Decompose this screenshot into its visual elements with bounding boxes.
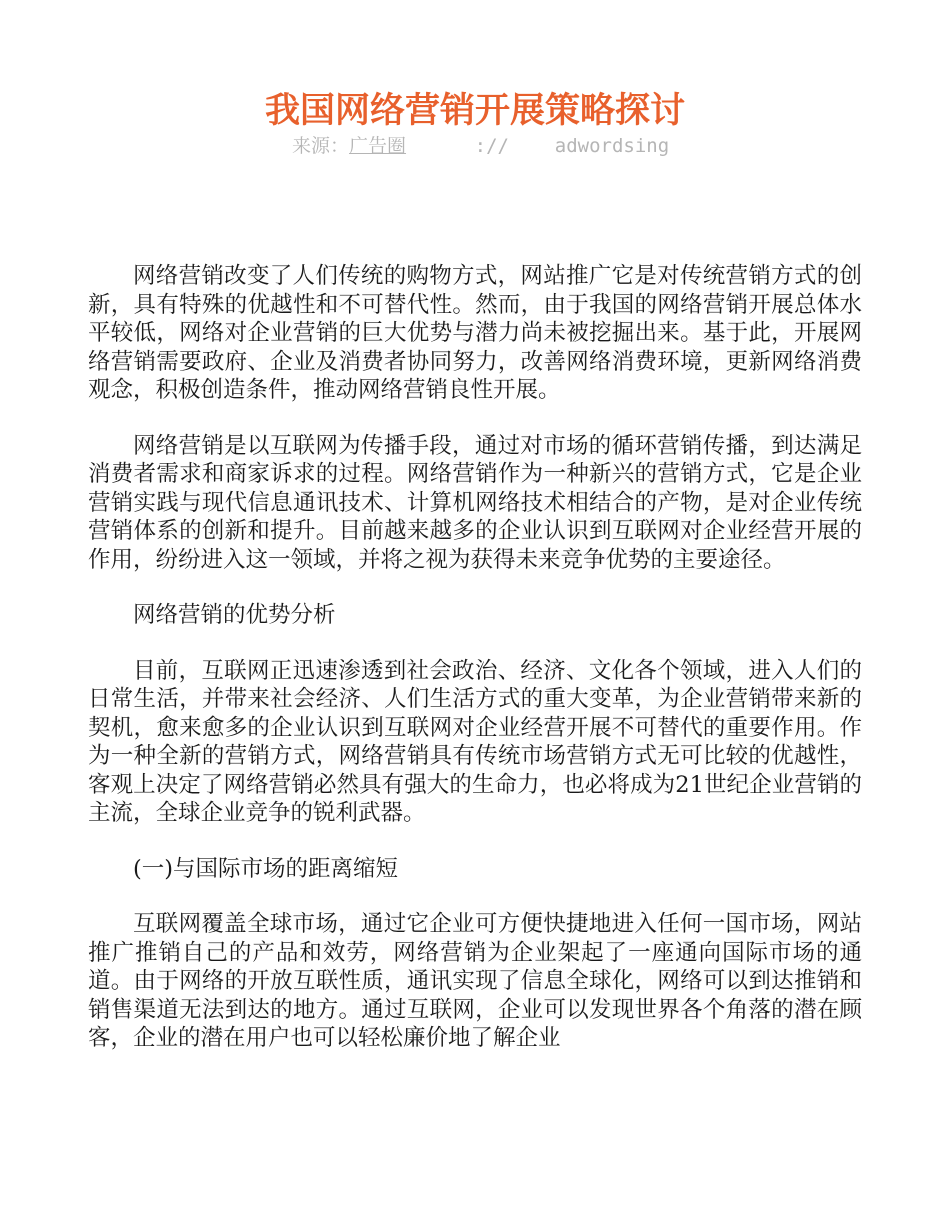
paragraph-definition: 网络营销是以互联网为传播手段，通过对市场的循环营销传播，到达满足消费者需求和商家诉求的过程。网络营销作为一种新兴的营销方式，它是企业营销实践与现代信息通讯技术、计算机网络技术相结合的产物，是对企业传统营销体系的创新和提升。目前越来越多的企业认识到互联网对企业经营开展的作用，纷纷进入这一领域，并将之视为获得未来竞争优势的主要途径。 xyxy=(88,432,862,573)
subsection-heading-1: (一)与国际市场的距离缩短 xyxy=(133,855,399,882)
document-title: 我国网络营销开展策略探讨 xyxy=(264,90,685,131)
source-label: 来源： xyxy=(292,135,350,157)
source-url-fragment-2: adwordsing xyxy=(554,135,670,157)
source-url-fragment-1: :// xyxy=(474,135,509,157)
article-body xyxy=(88,262,862,1080)
paragraph-intro: 网络营销改变了人们传统的购物方式，网站推广它是对传统营销方式的创新，具有特殊的优越性和不可替代性。然而，由于我国的网络营销开展总体水平较低，网络对企业营销的巨大优势与潜力尚未被挖掘出来。基于此，开展网络营销需要政府、企业及消费者协同努力，改善网络消费环境，更新网络消费观念，积极创造条件，推动网络营销良性开展。 xyxy=(88,263,862,403)
paragraph-global-market: 互联网覆盖全球市场，通过它企业可方便快捷地进入任何一国市场，网站推广推销自己的产品和效劳，网络营销为企业架起了一座通向国际市场的通道。由于网络的开放互联性质，通讯实现了信息全球化，网络可以到达推销和销售渠道无法到达的地方。通过互联网，企业可以发现世界各个角落的潜在顾客，企业的潜在用户也可以轻松廉价地了解企业 xyxy=(88,911,862,1051)
source-line xyxy=(292,134,669,158)
source-link[interactable]: 广告圈 xyxy=(349,135,407,157)
paragraph-advantages: 目前，互联网正迅速渗透到社会政治、经济、文化各个领域，进入人们的日常生活，并带来社会经济、人们生活方式的重大变革，为企业营销带来新的契机，愈来愈多的企业认识到互联网对企业经营开展不可替代的重要作用。作为一种全新的营销方式，网络营销具有传统市场营销方式无可比较的优越性，客观上决定了网络营销必然具有强大的生命力，也必将成为21世纪企业营销的主流，全球企业竞争的锐利武器。 xyxy=(88,657,862,826)
section-heading-advantages: 网络营销的优势分析 xyxy=(133,602,336,628)
